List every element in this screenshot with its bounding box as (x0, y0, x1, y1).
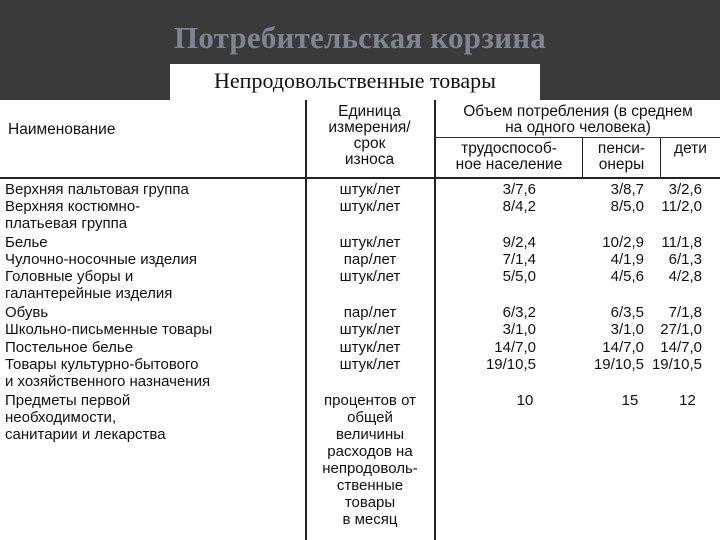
row-pensioners: 3/8,7 (610, 181, 644, 198)
row-name: Верхняя костюмно- платьевая группа (5, 198, 141, 232)
row-working: 6/3,2 (502, 304, 536, 321)
row-unit: штук/лет (339, 234, 401, 251)
header-name: Наименование (8, 121, 116, 138)
row-children: 7/1,8 (668, 304, 702, 321)
header-pensioners: пенси- онеры (597, 140, 646, 173)
row-working: 7/1,4 (502, 251, 536, 268)
row-unit: штук/лет (339, 268, 401, 285)
row-pensioners: 4/5,6 (610, 268, 644, 285)
row-name: Предметы первой необходимости, санитарии и лекарства (5, 392, 166, 443)
row-children: 12 (679, 392, 696, 409)
row-pensioners: 6/3,5 (610, 304, 644, 321)
row-working: 14/7,0 (494, 339, 536, 356)
slide-header (0, 0, 720, 100)
row-pensioners: 15 (621, 392, 639, 409)
slide-subtitle: Непродовольственные товары (170, 64, 540, 100)
row-pensioners: 19/10,5 (593, 356, 644, 373)
header-children: дети (674, 140, 707, 157)
row-unit: процентов от общей величины расходов на непродоволь- ственные товары в месяц (322, 392, 418, 528)
row-pensioners: 8/5,0 (610, 198, 644, 215)
row-unit: штук/лет (339, 356, 401, 373)
row-name: Школьно-письменные товары (5, 321, 213, 338)
row-working: 3/7,6 (502, 181, 536, 198)
row-working: 5/5,0 (502, 268, 536, 285)
row-unit: штук/лет (339, 321, 401, 338)
row-children: 14/7,0 (660, 339, 702, 356)
row-name: Белье (5, 234, 48, 251)
row-children: 27/1,0 (660, 321, 702, 338)
row-pensioners: 3/1,0 (610, 321, 644, 338)
header-divider (0, 177, 720, 179)
row-name: Головные уборы и галантерейные изделия (5, 268, 173, 302)
header-working: трудоспособ- ное население (455, 140, 563, 173)
row-unit: пар/лет (343, 251, 397, 268)
header-volume: Объем потребления (в среднем на одного человека) (463, 103, 693, 136)
row-working: 9/2,4 (502, 234, 536, 251)
row-unit: штук/лет (339, 198, 401, 215)
volume-divider (434, 137, 720, 138)
row-name: Обувь (5, 304, 49, 321)
row-children: 19/10,5 (651, 356, 702, 373)
row-name: Товары культурно-бытового и хозяйственного назначения (5, 356, 211, 390)
row-name: Постельное белье (5, 339, 134, 356)
row-children: 11/2,0 (661, 198, 702, 215)
row-unit: штук/лет (339, 339, 401, 356)
row-working: 10 (516, 392, 534, 409)
row-name: Верхняя пальтовая группа (5, 181, 189, 198)
row-unit: пар/лет (343, 304, 397, 321)
row-pensioners: 14/7,0 (602, 339, 644, 356)
row-working: 8/4,2 (502, 198, 536, 215)
row-working: 19/10,5 (485, 356, 536, 373)
row-unit: штук/лет (339, 181, 401, 198)
row-working: 3/1,0 (502, 321, 536, 338)
row-children: 4/2,8 (668, 268, 702, 285)
header-unit: Единица измерения/ срок износа (328, 103, 411, 168)
row-children: 11/1,8 (661, 234, 702, 251)
row-pensioners: 10/2,9 (602, 234, 644, 251)
row-children: 6/1,3 (668, 251, 702, 268)
slide-title: Потребительская корзина (174, 20, 546, 55)
row-children: 3/2,6 (668, 181, 702, 198)
basket-table (0, 100, 720, 540)
row-name: Чулочно-носочные изделия (5, 251, 198, 268)
row-pensioners: 4/1,9 (610, 251, 644, 268)
